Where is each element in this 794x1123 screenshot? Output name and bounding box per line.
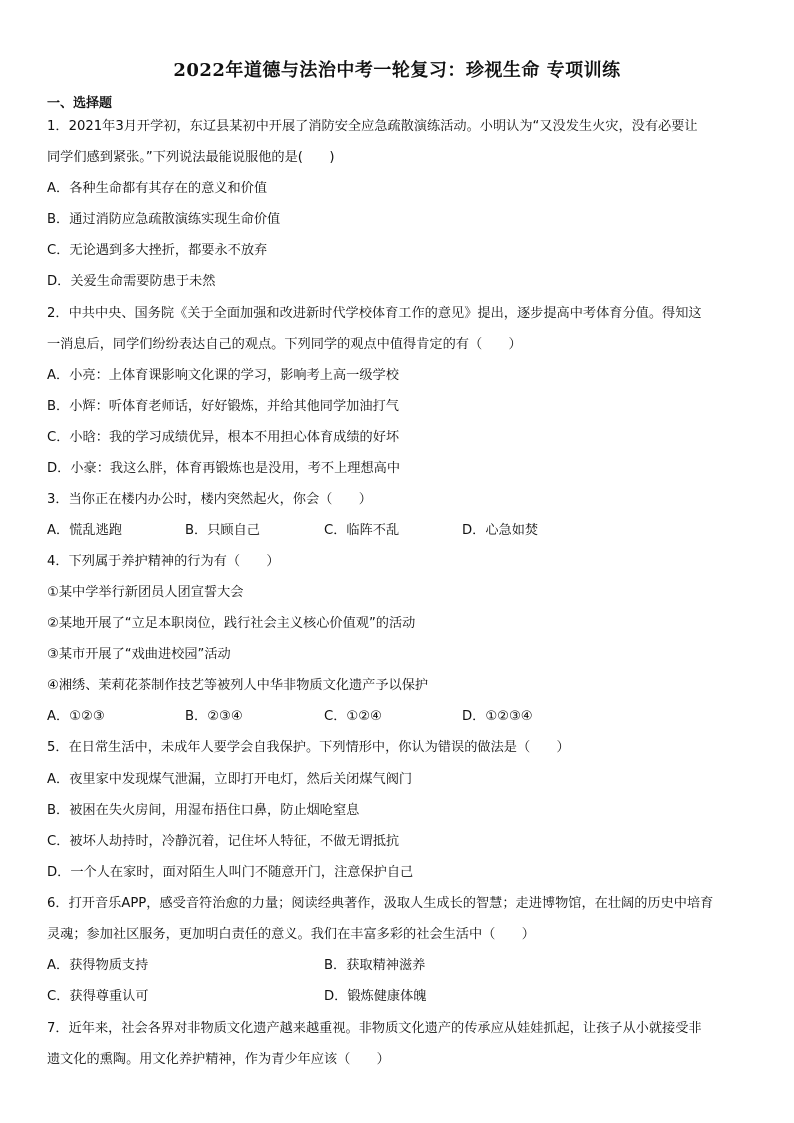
q1-stem-line2: 同学们感到紧张。”下列说法最能说服他的是( ) (47, 150, 335, 165)
q2-stem-line2: 一消息后，同学们纷纷表达自己的观点。下列同学的观点中值得肯定的有（ ） (47, 337, 522, 352)
page-title: 2022年道德与法治中考一轮复习：珍视生命 专项训练 (173, 60, 621, 81)
q3-option-b: B．只顾自己 (185, 523, 260, 538)
q4-stem: 4．下列属于养护精神的行为有（ ） (47, 554, 280, 569)
q1-option-d: D．关爱生命需要防患于未然 (47, 274, 216, 289)
q4-item-2: ②某地开展了“立足本职岗位，践行社会主义核心价值观”的活动 (47, 616, 416, 631)
q3-stem: 3．当你正在楼内办公时，楼内突然起火，你会（ ） (47, 492, 372, 507)
q4-option-c: C．①②④ (324, 709, 382, 724)
q1-option-a: A．各种生命都有其存在的意义和价值 (47, 181, 268, 196)
q5-option-b: B．被困在失火房间，用湿布捂住口鼻，防止烟呛窒息 (47, 803, 360, 818)
q1-stem-line1: 1．2021年3月开学初，东辽县某初中开展了消防安全应急疏散演练活动。小明认为“又没发生火灾，没有必要让 (47, 119, 698, 134)
q6-stem-line1: 6．打开音乐APP，感受音符治愈的力量；阅读经典著作，汲取人生成长的智慧；走进博物馆，在壮阔的历史中培育 (47, 896, 714, 911)
q5-option-d: D．一个人在家时，面对陌生人叫门不随意开门，注意保护自己 (47, 865, 414, 880)
q4-option-b: B．②③④ (185, 709, 243, 724)
q2-option-b: B．小辉：听体育老师话，好好锻炼，并给其他同学加油打气 (47, 399, 399, 414)
q4-item-1: ①某中学举行新团员人团宣誓大会 (47, 585, 244, 600)
q6-option-d: D．锻炼健康体魄 (324, 989, 427, 1004)
q3-option-d: D．心急如焚 (462, 523, 539, 538)
q4-option-d: D．①②③④ (462, 709, 533, 724)
q2-stem-line1: 2．中共中央、国务院《关于全面加强和改进新时代学校体育工作的意见》提出，逐步提高中考体育分值。得知这 (47, 306, 702, 321)
q3-options (47, 521, 747, 541)
q2-option-d: D．小豪：我这么胖，体育再锻炼也是没用，考不上理想高中 (47, 461, 401, 476)
q6-options-row2 (47, 987, 747, 1007)
q4-option-a: A．①②③ (47, 709, 105, 724)
q7-stem-line1: 7．近年来，社会各界对非物质文化遗产越来越重视。非物质文化遗产的传承应从娃娃抓起，让孩子从小就接受非 (47, 1021, 702, 1036)
section-heading: 一、选择题 (47, 96, 113, 111)
q6-option-a: A．获得物质支持 (47, 958, 149, 973)
q7-stem-line2: 遗文化的熏陶。用文化养护精神，作为青少年应该（ ） (47, 1052, 390, 1067)
q1-option-c: C．无论遇到多大挫折，都要永不放弃 (47, 243, 268, 258)
q2-option-c: C．小晗：我的学习成绩优异，根本不用担心体育成绩的好坏 (47, 430, 400, 445)
q4-item-4: ④湘绣、茉莉花茶制作技艺等被列人中华非物质文化遗产予以保护 (47, 678, 429, 693)
q5-option-c: C．被坏人劫持时，冷静沉着，记住坏人特征，不做无谓抵抗 (47, 834, 400, 849)
q1-option-b: B．通过消防应急疏散演练实现生命价值 (47, 212, 281, 227)
q6-option-c: C．获得尊重认可 (47, 989, 149, 1004)
q5-stem: 5．在日常生活中，未成年人要学会自我保护。下列情形中，你认为错误的做法是（ ） (47, 740, 570, 755)
q4-item-3: ③某市开展了“戏曲进校园”活动 (47, 647, 231, 662)
q3-option-c: C．临阵不乱 (324, 523, 400, 538)
q6-options-row1 (47, 956, 747, 976)
q2-option-a: A．小亮：上体育课影响文化课的学习，影响考上高一级学校 (47, 368, 399, 383)
q4-options (47, 707, 747, 727)
q6-stem-line2: 灵魂；参加社区服务，更加明白责任的意义。我们在丰富多彩的社会生活中（ ） (47, 927, 535, 942)
q6-option-b: B．获取精神滋养 (324, 958, 426, 973)
q5-option-a: A．夜里家中发现煤气泄漏，立即打开电灯，然后关闭煤气阀门 (47, 772, 413, 787)
q3-option-a: A．慌乱逃跑 (47, 523, 122, 538)
